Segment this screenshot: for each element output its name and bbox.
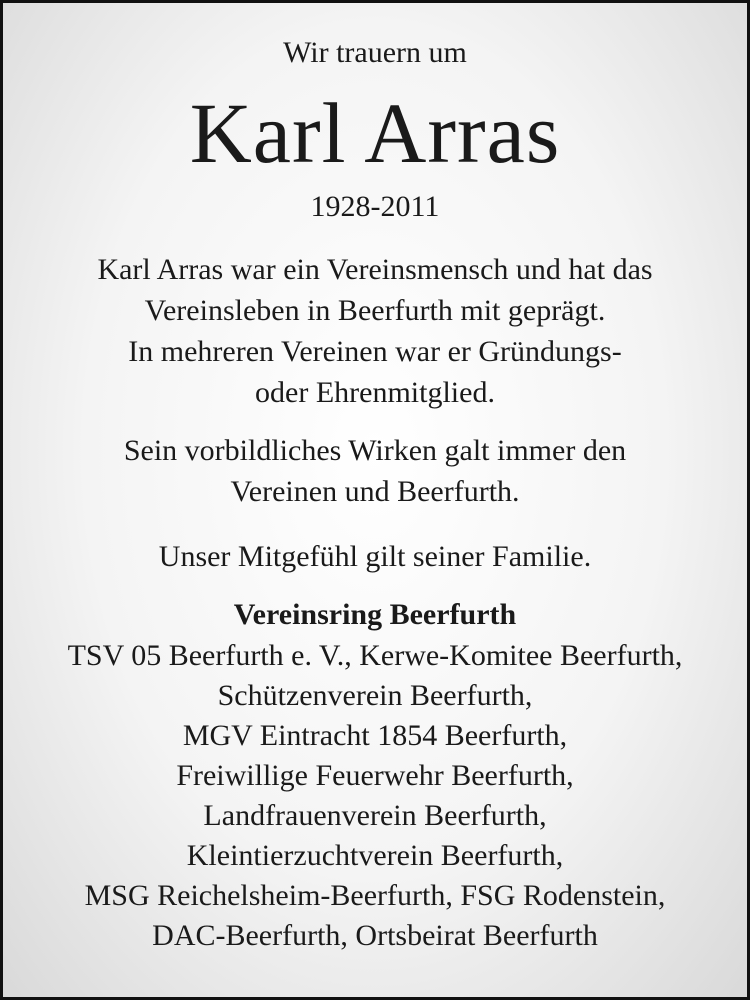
tribute-line: Vereinsleben in Beerfurth mit geprägt. <box>144 294 606 327</box>
member-line: Schützenverein Beerfurth, <box>217 679 533 712</box>
tribute-line: Karl Arras war ein Vereinsmensch und hat das <box>97 253 653 286</box>
member-line: Landfrauenverein Beerfurth, <box>203 799 547 832</box>
tribute-paragraph <box>3 249 747 413</box>
organization-name: Vereinsring Beerfurth <box>233 598 517 631</box>
tribute-line: oder Ehrenmitglied. <box>255 376 495 409</box>
condolence-text: Unser Mitgefühl gilt seiner Familie. <box>158 540 592 573</box>
member-line: TSV 05 Beerfurth e. V., Kerwe-Komitee Beerfurth, <box>67 639 683 672</box>
member-line: MSG Reichelsheim-Beerfurth, FSG Rodenstein, <box>84 879 666 912</box>
life-years: 1928-2011 <box>310 190 440 223</box>
member-line: MGV Eintracht 1854 Beerfurth, <box>182 719 568 752</box>
member-line: DAC-Beerfurth, Ortsbeirat Beerfurth <box>152 919 598 952</box>
member-line: Freiwillige Feuerwehr Beerfurth, <box>176 759 574 792</box>
legacy-line: Sein vorbildliches Wirken galt immer den <box>123 434 627 467</box>
deceased-name: Karl Arras <box>189 85 561 181</box>
intro-text: Wir trauern um <box>283 36 467 69</box>
legacy-paragraph <box>3 430 747 512</box>
legacy-line: Vereinen und Beerfurth. <box>230 475 520 508</box>
tribute-line: In mehreren Vereinen war er Gründungs- <box>128 335 622 368</box>
member-line: Kleintierzuchtverein Beerfurth, <box>186 839 564 872</box>
member-clubs-list <box>3 636 747 956</box>
